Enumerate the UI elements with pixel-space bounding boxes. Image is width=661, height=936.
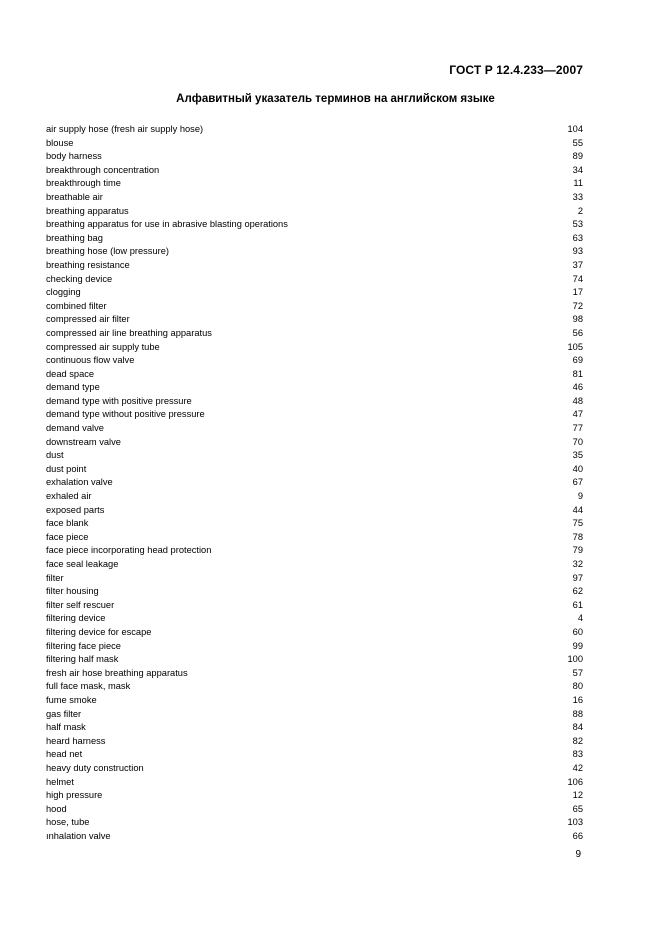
index-ref-number: 62 <box>572 586 583 597</box>
index-row <box>46 245 583 259</box>
index-ref-number: 12 <box>572 790 583 801</box>
index-ref-number: 17 <box>572 287 583 298</box>
index-term: demand type without positive pressure <box>46 409 205 420</box>
index-row <box>46 177 583 191</box>
index-term: filtering device <box>46 613 106 624</box>
index-row <box>46 708 583 722</box>
index-row <box>46 776 583 790</box>
index-term: filtering device for escape <box>46 626 152 637</box>
index-ref-number: 69 <box>572 355 583 366</box>
index-row <box>46 286 583 300</box>
index-ref-number: 33 <box>572 191 583 202</box>
index-term: compressed air supply tube <box>46 341 160 352</box>
index-term: fume smoke <box>46 694 97 705</box>
index-term: filtering half mask <box>46 654 119 665</box>
index-row <box>46 354 583 368</box>
index-ref-number: 79 <box>572 545 583 556</box>
index-row <box>46 381 583 395</box>
index-row <box>46 327 583 341</box>
index-ref-number: 37 <box>572 259 583 270</box>
index-row <box>46 653 583 667</box>
index-ref-number: 55 <box>572 137 583 148</box>
document-code: ГОСТ Р 12.4.233—2007 <box>449 63 583 77</box>
index-term: breathing hose (low pressure) <box>46 246 169 257</box>
index-term: checking device <box>46 273 113 284</box>
index-term: dust point <box>46 463 87 474</box>
index-row <box>46 476 583 490</box>
index-ref-number: 9 <box>577 491 583 502</box>
index-row <box>46 735 583 749</box>
index-row <box>46 313 583 327</box>
index-term: half mask <box>46 722 86 733</box>
index-row <box>46 599 583 613</box>
index-row <box>46 830 583 844</box>
index-row <box>46 408 583 422</box>
index-row <box>46 191 583 205</box>
index-term: exposed parts <box>46 504 105 515</box>
index-term: breakthrough time <box>46 178 121 189</box>
index-ref-number: 74 <box>572 273 583 284</box>
index-ref-number: 67 <box>572 477 583 488</box>
index-term: demand valve <box>46 423 104 434</box>
index-term: face piece incorporating head protection <box>46 545 212 556</box>
index-ref-number: 97 <box>572 572 583 583</box>
index-ref-number: 53 <box>572 219 583 230</box>
index-row <box>46 449 583 463</box>
index-term: filter self rescuer <box>46 599 115 610</box>
index-term: demand type <box>46 382 100 393</box>
index-row <box>46 218 583 232</box>
page-title: Алфавитный указатель терминов на английском языке <box>176 93 495 105</box>
index-row <box>46 626 583 640</box>
index-row <box>46 748 583 762</box>
index-term: ınhalation valve <box>46 830 111 841</box>
index-ref-number: 77 <box>572 423 583 434</box>
index-term: breathing bag <box>46 232 103 243</box>
index-ref-number: 99 <box>572 640 583 651</box>
index-term: high pressure <box>46 790 103 801</box>
index-row <box>46 612 583 626</box>
index-row <box>46 762 583 776</box>
index-ref-number: 98 <box>572 314 583 325</box>
index-ref-number: 63 <box>572 232 583 243</box>
index-term: blouse <box>46 137 74 148</box>
index-ref-number: 75 <box>572 518 583 529</box>
index-row <box>46 544 583 558</box>
index-row <box>46 150 583 164</box>
index-ref-number: 42 <box>572 762 583 773</box>
index-row <box>46 463 583 477</box>
index-row <box>46 123 583 137</box>
index-ref-number: 82 <box>572 735 583 746</box>
index-row <box>46 585 583 599</box>
index-term: filter housing <box>46 586 99 597</box>
index-row <box>46 789 583 803</box>
index-ref-number: 72 <box>572 300 583 311</box>
index-term: downstream valve <box>46 436 121 447</box>
index-ref-number: 70 <box>572 436 583 447</box>
index-term: demand type with positive pressure <box>46 395 192 406</box>
index-term: breathable air <box>46 191 103 202</box>
index-term: face seal leakage <box>46 559 119 569</box>
page-number: 9 <box>575 849 581 860</box>
index-row <box>46 558 583 572</box>
index-ref-number: 61 <box>572 599 583 610</box>
index-ref-number: 60 <box>572 626 583 637</box>
index-term: combined filter <box>46 300 107 311</box>
index-row <box>46 205 583 219</box>
index-ref-number: 66 <box>572 830 583 841</box>
index-row <box>46 137 583 151</box>
index-ref-number: 11 <box>573 178 583 189</box>
index-ref-number: 44 <box>572 504 583 515</box>
index-ref-number: 56 <box>572 327 583 338</box>
index-ref-number: 35 <box>572 450 583 461</box>
index-ref-number: 103 <box>567 817 583 828</box>
index-term: heard harness <box>46 735 106 746</box>
index-row <box>46 273 583 287</box>
index-term: body harness <box>46 151 102 162</box>
index-term: breathing apparatus for use in abrasive blasting operations <box>46 219 288 230</box>
index-term: gas filter <box>46 708 82 719</box>
index-term: face blank <box>46 518 89 529</box>
index-ref-number: 84 <box>572 722 583 733</box>
index-term: full face mask, mask <box>46 681 131 692</box>
index-term: clogging <box>46 287 81 298</box>
index-ref-number: 65 <box>572 803 583 814</box>
term-index-list <box>46 123 583 843</box>
index-row <box>46 341 583 355</box>
index-ref-number: 16 <box>572 694 583 705</box>
index-term: breathing apparatus <box>46 205 129 216</box>
index-row <box>46 803 583 817</box>
index-ref-number: 104 <box>567 124 583 134</box>
index-ref-number: 48 <box>572 395 583 406</box>
index-term: breakthrough concentration <box>46 164 160 175</box>
index-ref-number: 80 <box>572 681 583 692</box>
index-row <box>46 395 583 409</box>
index-ref-number: 89 <box>572 151 583 162</box>
index-ref-number: 83 <box>572 749 583 760</box>
index-ref-number: 100 <box>567 654 583 665</box>
index-row <box>46 368 583 382</box>
index-term: exhalation valve <box>46 477 113 488</box>
index-term: compressed air filter <box>46 314 130 325</box>
index-ref-number: 78 <box>572 531 583 542</box>
index-row <box>46 721 583 735</box>
index-term: dust <box>46 450 64 461</box>
index-ref-number: 81 <box>572 368 583 379</box>
index-term: breathing resistance <box>46 259 130 270</box>
index-term: air supply hose (fresh air supply hose) <box>46 124 204 134</box>
index-term: helmet <box>46 776 74 787</box>
index-ref-number: 40 <box>572 463 583 474</box>
index-row <box>46 680 583 694</box>
index-ref-number: 57 <box>572 667 583 678</box>
index-ref-number: 106 <box>567 776 583 787</box>
index-term: filtering face piece <box>46 640 121 651</box>
index-row <box>46 667 583 681</box>
index-row <box>46 422 583 436</box>
index-term: hose, tube <box>46 817 90 828</box>
index-term: hood <box>46 803 67 814</box>
index-row <box>46 490 583 504</box>
index-term: filter <box>46 572 64 583</box>
index-term: face piece <box>46 531 89 542</box>
index-row <box>46 572 583 586</box>
index-row <box>46 531 583 545</box>
index-row <box>46 816 583 830</box>
index-row <box>46 640 583 654</box>
index-row <box>46 259 583 273</box>
index-term: exhaled air <box>46 491 92 502</box>
index-ref-number: 93 <box>572 246 583 257</box>
index-ref-number: 105 <box>567 341 583 352</box>
index-term: compressed air line breathing apparatus <box>46 327 212 338</box>
index-ref-number: 47 <box>572 409 583 420</box>
index-row <box>46 504 583 518</box>
index-ref-number: 46 <box>572 382 583 393</box>
index-row <box>46 164 583 178</box>
index-ref-number: 4 <box>577 613 583 624</box>
index-ref-number: 2 <box>577 205 583 216</box>
index-row <box>46 300 583 314</box>
index-term: head net <box>46 749 83 760</box>
index-row <box>46 517 583 531</box>
index-ref-number: 88 <box>572 708 583 719</box>
index-ref-number: 34 <box>572 164 583 175</box>
index-term: heavy duty construction <box>46 762 144 773</box>
index-row <box>46 694 583 708</box>
index-row <box>46 436 583 450</box>
index-term: continuous flow valve <box>46 355 135 366</box>
index-ref-number: 32 <box>572 559 583 569</box>
index-term: fresh air hose breathing apparatus <box>46 667 188 678</box>
index-row <box>46 232 583 246</box>
index-term: dead space <box>46 368 95 379</box>
